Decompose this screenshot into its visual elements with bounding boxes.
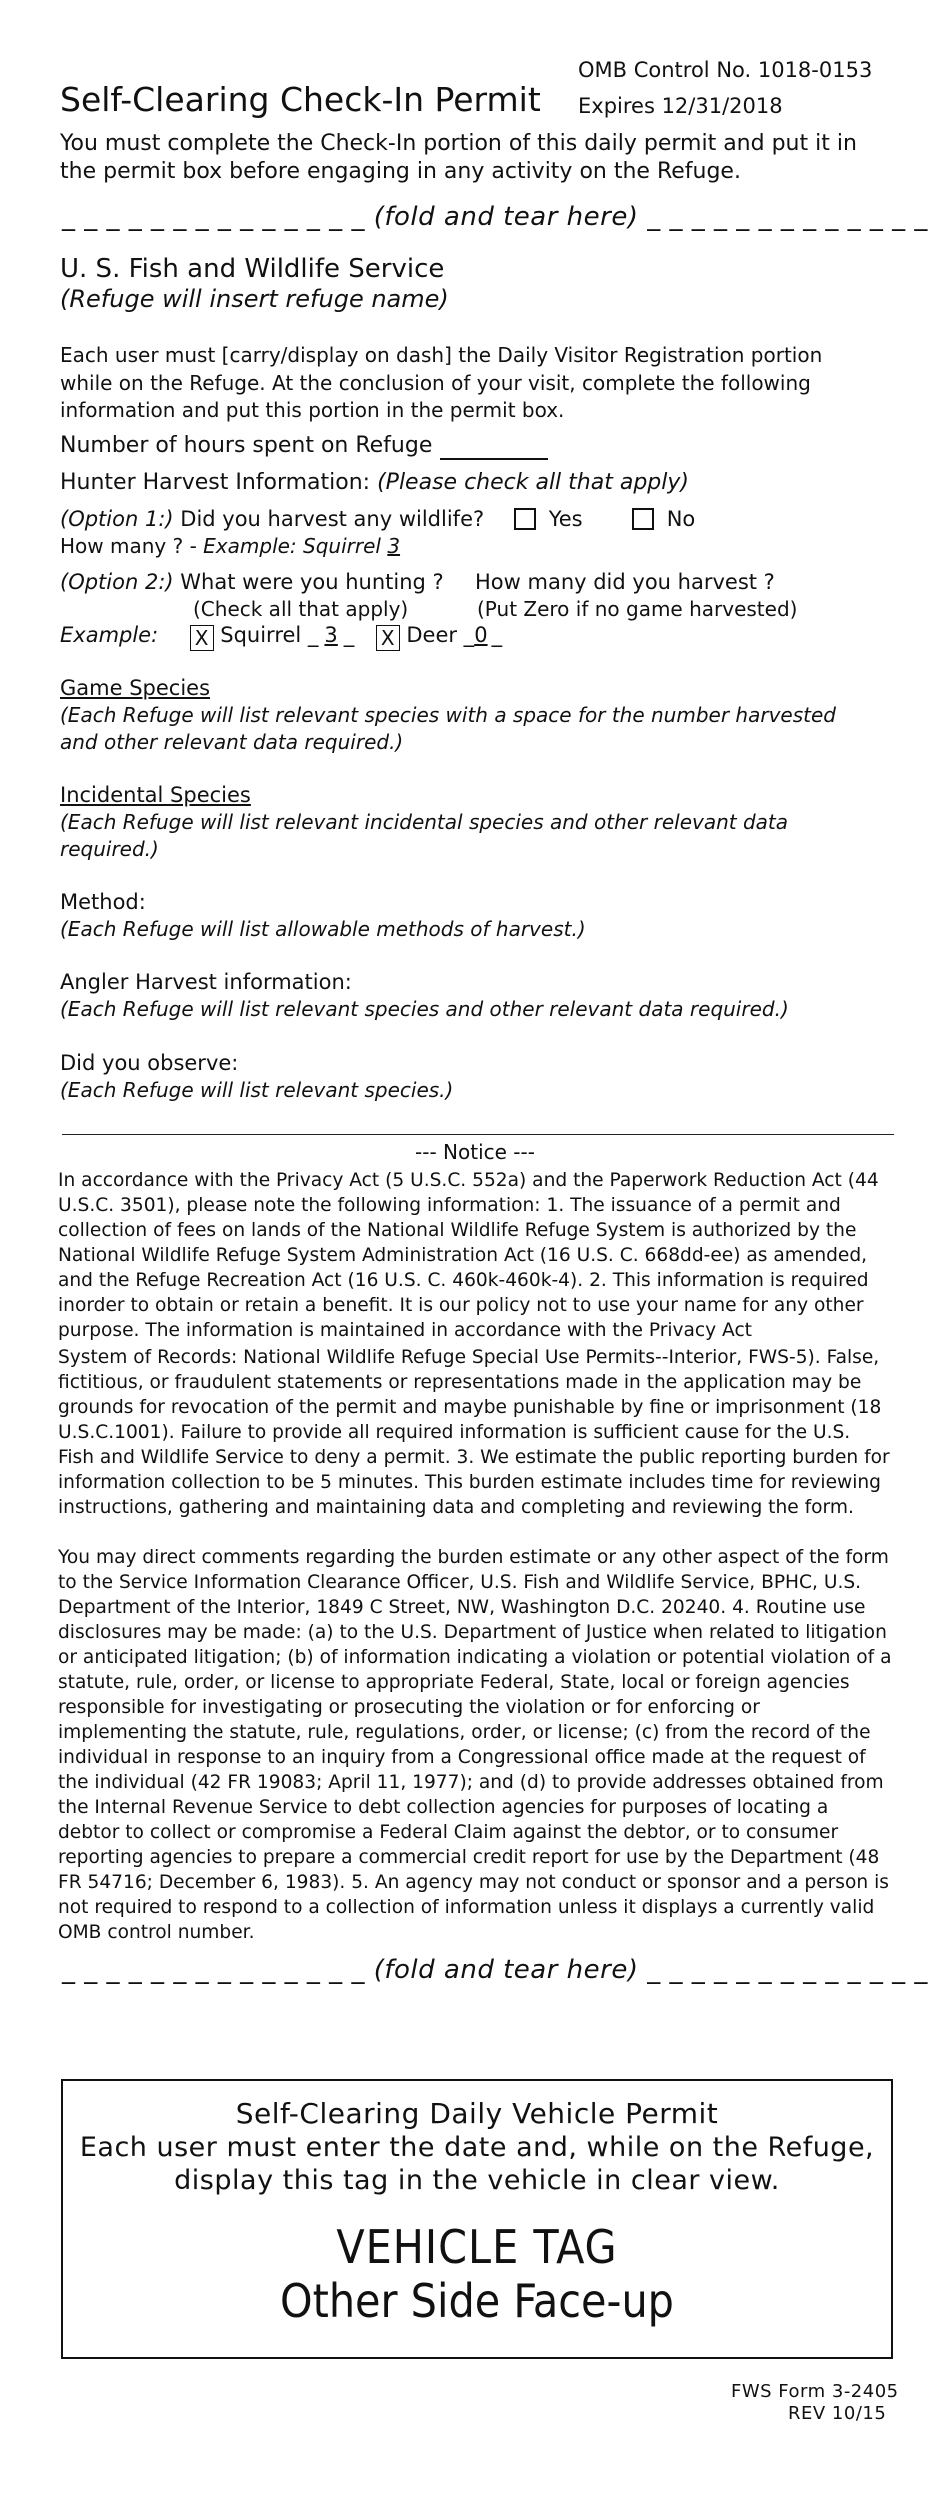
omb-control-number: OMB Control No. 1018-0153 — [578, 58, 873, 82]
tear-dashes-right: _ _ _ _ _ _ _ _ _ _ _ _ _ — [647, 1955, 928, 1985]
vehicle-permit-title: Self-Clearing Daily Vehicle Permit — [235, 2097, 719, 2130]
notice-divider — [62, 1134, 894, 1135]
option-2-example: Example: X Squirrel _ 3 _ X Deer _0 _ — [60, 623, 503, 650]
example-checkbox-deer: X — [376, 625, 400, 651]
instruction-line-2: the permit box before engaging in any activity on the Refuge. — [60, 159, 741, 184]
notice-paragraph-1: In accordance with the Privacy Act (5 U.S.C. 552a) and the Paperwork Reduction Act (44 U.S.C. 3501), please note the following information: 1. The issuance of a permit and collection of fees on lands of the National Wildlife Refuge System is authorized by the National Wildlife Refuge System Administration Act (16 U.S. C. 668dd-ee) as amended, and the Refuge Recreation Act (16 U.S. C. 460k-460k-4). 2. This information is required inorder to obtain or retain a benefit. It is our policy not to use your name for any other purpose. The information is maintained in accordance with the Privacy Act — [58, 1170, 879, 1341]
how-many-harvest-label: How many did you harvest ? — [475, 570, 775, 594]
example-count-deer: 0 — [474, 623, 488, 647]
option-1-row — [60, 507, 484, 531]
page-title: Self-Clearing Check-In Permit — [60, 80, 541, 119]
example-species-deer: Deer _ — [406, 623, 475, 647]
option-2-label: (Option 2:) — [60, 570, 174, 594]
vehicle-tag-side-note: Other Side Face-up — [280, 2274, 674, 2328]
how-many-subnote: (Put Zero if no game harvested) — [477, 597, 798, 621]
game-species-line-1: (Each Refuge will list relevant species with a space for the number harvested — [60, 703, 836, 727]
visitor-line-3: information and put this portion in the permit box. — [60, 398, 565, 422]
form-revision: REV 10/15 — [788, 2403, 887, 2424]
option-1-question: Did you harvest any wildlife? — [173, 507, 485, 531]
tear-line-top — [62, 202, 928, 232]
example-count-squirrel: 3 — [324, 623, 338, 647]
how-many-example-number: 3 — [387, 534, 401, 558]
incidental-species-line-2: required.) — [60, 837, 159, 861]
form-number: FWS Form 3-2405 — [731, 2381, 899, 2402]
incidental-species-title: Incidental Species — [60, 783, 251, 807]
no-checkbox[interactable] — [632, 508, 654, 530]
option-2-subnote: (Check all that apply) — [193, 597, 409, 621]
how-many-label: How many ? - — [60, 534, 204, 558]
angler-line: (Each Refuge will list relevant species and other relevant data required.) — [60, 997, 789, 1021]
method-line: (Each Refuge will list allowable methods of harvest.) — [60, 917, 586, 941]
yes-checkbox[interactable] — [514, 508, 536, 530]
game-species-line-2: and other relevant data required.) — [60, 730, 404, 754]
hunter-harvest-note: (Please check all that apply) — [377, 470, 689, 495]
instruction-line-1: You must complete the Check-In portion of this daily permit and put it in — [60, 131, 857, 156]
hunter-harvest-label: Hunter Harvest Information: — [60, 470, 378, 495]
option-1-label: (Option 1:) — [60, 507, 174, 531]
expiration-date: Expires 12/31/2018 — [578, 94, 783, 118]
visitor-line-2: while on the Refuge. At the conclusion of your visit, complete the following — [60, 371, 811, 395]
agency-name: U. S. Fish and Wildlife Service — [60, 254, 445, 284]
notice-title: --- Notice --- — [415, 1140, 535, 1164]
no-label: No — [666, 507, 696, 531]
incidental-species-line-1: (Each Refuge will list relevant incidental species and other relevant data — [60, 810, 789, 834]
example-species-squirrel: Squirrel _ — [220, 623, 319, 647]
notice-paragraph-2: System of Records: National Wildlife Refuge Special Use Permits--Interior, FWS-5). False, fictitious, or fraudulent statements or representations made in the application may be grounds for revocation of the permit and maybe punishable by fine or imprisonment (18 U.S.C.1001). Failure to provide all required information is sufficient cause for the U.S. Fish and Wildlife Service to deny a permit. 3. We estimate the public reporting burden for information collection to be 5 minutes. This burden estimate includes time for reviewing instructions, gathering and maintaining data and completing and reviewing the form. — [58, 1347, 890, 1518]
yes-option[interactable] — [514, 507, 583, 531]
refuge-name-placeholder: (Refuge will insert refuge name) — [60, 285, 449, 313]
notice-paragraph-3: You may direct comments regarding the burden estimate or any other aspect of the form to the Service Information Clearance Officer, U.S. Fish and Wildlife Service, BPHC, U.S. Department of the Interior, 1849 C Street, NW, Washington D.C. 20240. 4. Routine use disclosures may be made: (a) to the U.S. Department of Justice when related to litigation or anticipated litigation; (b) of information indicating a violation or potential violation of a statute, rule, order, or license to appropriate Federal, State, local or foreign agencies responsible for investigating or prosecuting the violation or for enforcing or implementing the statute, rule, regulations, order, or license; (c) from the record of the individual in response to an inquiry from a Congressional office made at the request of the individual (42 FR 19083; April 11, 1977); and (d) to provide addresses obtained from the Internal Revenue Service to debt collection agencies for purposes of locating a debtor to collect or compromise a Federal Claim against the debtor, or to consumer reporting agencies to prepare a commercial credit report for use by the Department (48 FR 54716; December 6, 1983). 5. An agency may not conduct or sponsor and a person is not required to respond to a collection of information unless it displays a currently valid OMB control number. — [58, 1547, 892, 1943]
tear-line-bottom — [62, 1955, 928, 1985]
vehicle-tag-label: VEHICLE TAG — [336, 2220, 618, 2274]
vehicle-permit-line-1: Each user must enter the date and, while on the Refuge, — [79, 2132, 875, 2163]
tear-dashes-right: _ _ _ _ _ _ _ _ _ _ _ _ _ — [647, 202, 928, 232]
hunter-harvest-heading — [60, 470, 689, 495]
no-option[interactable] — [632, 507, 695, 531]
observe-line: (Each Refuge will list relevant species.) — [60, 1078, 454, 1102]
angler-title: Angler Harvest information: — [60, 970, 352, 994]
tear-dashes-left: _ _ _ _ _ _ _ _ _ _ _ _ _ _ — [62, 202, 365, 232]
vehicle-permit-box — [61, 2079, 893, 2359]
example-checkbox-squirrel: X — [190, 625, 214, 651]
tear-label: (fold and tear here) — [373, 1955, 639, 1985]
tear-label: (fold and tear here) — [373, 202, 639, 232]
yes-label: Yes — [548, 507, 583, 531]
hours-label: Number of hours spent on Refuge — [60, 433, 433, 458]
hours-input-line[interactable] — [440, 458, 548, 460]
example-label: Example: — [60, 623, 159, 647]
how-many-example: Example: Squirrel — [203, 534, 388, 558]
game-species-title: Game Species — [60, 676, 211, 700]
how-many-row — [60, 534, 400, 558]
tear-dashes-left: _ _ _ _ _ _ _ _ _ _ _ _ _ _ — [62, 1955, 365, 1985]
option-2-row — [60, 570, 444, 594]
method-title: Method: — [60, 890, 146, 914]
observe-title: Did you observe: — [60, 1051, 239, 1075]
option-2-question: What were you hunting ? — [173, 570, 444, 594]
visitor-line-1: Each user must [carry/display on dash] the Daily Visitor Registration portion — [60, 343, 823, 367]
vehicle-permit-line-2: display this tag in the vehicle in clear view. — [174, 2165, 780, 2196]
